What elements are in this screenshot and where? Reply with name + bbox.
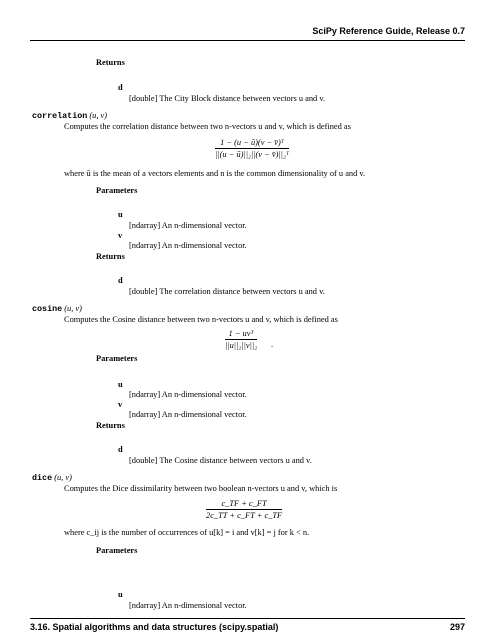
where-text: where ū is the mean of a vectors elements and n is the common dimensionality of u and v. [64,169,366,178]
formula-numerator: c_TF + c_FT [206,499,282,510]
return-term: d [118,276,123,285]
header-rule [30,40,465,41]
param-term: u [118,210,123,219]
param-term: u [118,590,123,599]
formula-numerator: 1 − (u − ū)(v − v̄)ᵀ [215,138,289,149]
returns-heading: Returns [96,421,125,430]
function-signature-cosine [32,304,82,314]
function-args: (u, v) [64,304,82,313]
function-signature-dice [32,473,72,483]
param-desc: [ndarray] An n-dimensional vector. [129,410,247,419]
parameters-heading: Parameters [96,546,138,555]
return-term: d [118,445,123,454]
running-header: SciPy Reference Guide, Release 0.7 [312,26,465,36]
where-text: where c_ij is the number of occurrences of u[k] = i and v[k] = j for k < n. [64,528,310,537]
function-summary: Computes the correlation distance between two n-vectors u and v, which is defined as [64,122,351,131]
function-args: (u, v) [54,473,72,482]
formula-numerator: 1 − uvᵀ [225,329,257,340]
dice-formula [206,499,282,520]
function-summary: Computes the Cosine distance between two n-vectors u and v, which is defined as [64,315,338,324]
parameters-heading: Parameters [96,354,138,363]
returns-heading: Returns [96,58,125,67]
return-term: d [118,83,123,92]
returns-heading: Returns [96,252,125,261]
function-name: dice [32,473,53,483]
formula-denominator: ||u||₂||v||₂ [225,341,258,350]
function-summary: Computes the Dice dissimilarity between two boolean n-vectors u and v, which is [64,484,338,493]
param-desc: [ndarray] An n-dimensional vector. [129,241,247,250]
footer-section-title: 3.16. Spatial algorithms and data structures (scipy.spatial) [30,622,279,632]
param-desc: [ndarray] An n-dimensional vector. [129,390,247,399]
return-desc: [double] The City Block distance between vectors u and v. [129,94,326,103]
return-desc: [double] The correlation distance between vectors u and v. [129,287,325,296]
param-term: v [118,400,123,409]
page-number: 297 [449,622,465,632]
function-signature-correlation [32,111,107,121]
function-name: cosine [32,304,63,314]
parameters-heading: Parameters [96,186,138,195]
cosine-formula [225,329,257,350]
footer-rule [30,618,465,619]
function-args: (u, v) [89,111,108,120]
param-term: v [118,231,123,240]
param-term: u [118,380,123,389]
return-desc: [double] The Cosine distance between vectors u and v. [129,456,312,465]
formula-denominator: 2c_TT + c_FT + c_TF [206,511,283,520]
formula-denominator: ||(u − ū)||₂||(v − v̄)||₂ᵀ [215,150,290,159]
formula-period: . [271,340,274,349]
param-desc: [ndarray] An n-dimensional vector. [129,601,247,610]
function-name: correlation [32,111,88,121]
param-desc: [ndarray] An n-dimensional vector. [129,221,247,230]
correlation-formula [215,138,289,159]
